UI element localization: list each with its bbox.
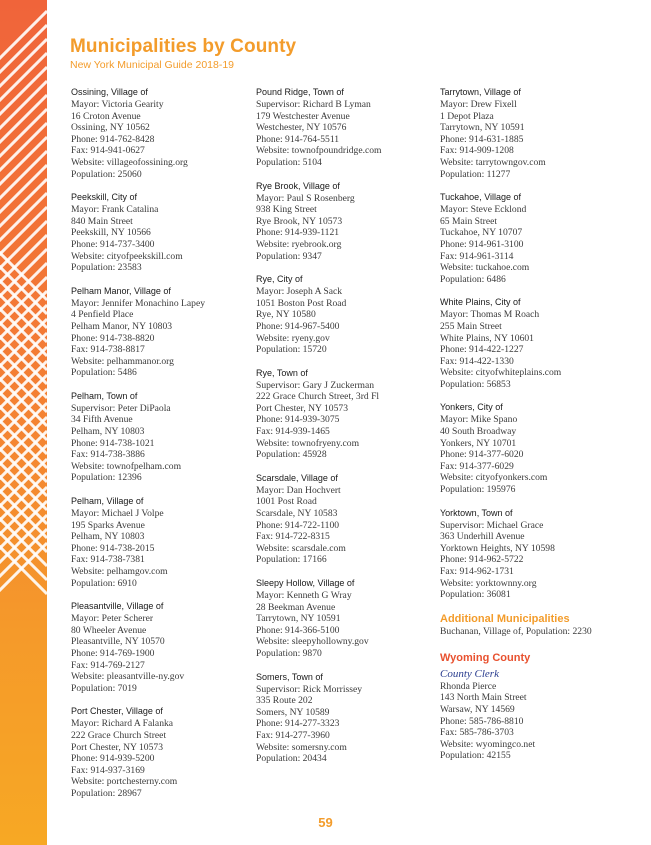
municipality-detail-line: Mayor: Richard A Falanka	[71, 718, 174, 730]
municipality-detail-line: Population: 56853	[440, 378, 511, 390]
municipality-detail-line: Website: townofpoundridge.com	[256, 145, 382, 157]
municipality-name: Pleasantville, Village of	[71, 601, 164, 612]
municipality-detail-line: 335 Route 202	[256, 695, 313, 707]
municipality-detail-line: Scarsdale, NY 10583	[256, 508, 338, 520]
municipality-detail-line: 840 Main Street	[71, 215, 133, 227]
municipality-detail-line: Mayor: Michael J Volpe	[71, 508, 164, 520]
county-detail-line: Rhonda Pierce	[440, 680, 497, 692]
municipality-detail-line: Website: somersny.com	[256, 741, 347, 753]
municipality-detail-line: Supervisor: Richard B Lyman	[256, 99, 371, 110]
page-subtitle: New York Municipal Guide 2018-19	[70, 59, 235, 71]
municipality-detail-line: Pelham, NY 10803	[71, 426, 145, 438]
county-detail-line: Website: wyomingco.net	[440, 738, 536, 750]
municipality-detail-line: Port Chester, NY 10573	[256, 402, 348, 414]
municipality-detail-line: Phone: 914-722-1100	[256, 519, 340, 531]
municipality-detail-line: Population: 195976	[440, 484, 516, 496]
municipality-detail-line: Phone: 914-377-6020	[440, 449, 524, 461]
municipality-entry	[256, 273, 436, 356]
municipality-detail-line: White Plains, NY 10601	[440, 332, 534, 344]
municipality-detail-line: Phone: 914-738-2015	[71, 542, 155, 554]
municipality-name: Ossining, Village of	[71, 87, 148, 97]
municipality-name: Yonkers, City of	[440, 402, 503, 413]
municipality-detail-line: Phone: 914-961-3100	[440, 238, 524, 250]
municipality-name: Rye, City of	[256, 274, 303, 285]
municipality-detail-line: Ossining, NY 10562	[71, 122, 150, 134]
municipality-detail-line: Westchester, NY 10576	[256, 122, 347, 134]
municipality-detail-line: Fax: 914-722-8315	[256, 531, 330, 543]
county-detail-line: Warsaw, NY 14569	[440, 703, 515, 715]
municipality-detail-line: Phone: 914-967-5400	[256, 320, 340, 332]
municipality-detail-line: Phone: 914-631-1885	[440, 133, 524, 145]
municipality-detail-line: Mayor: Joseph A Sack	[256, 286, 343, 298]
municipality-entry	[440, 296, 630, 390]
municipality-detail-line: Population: 9347	[256, 250, 322, 262]
municipality-detail-line: Phone: 914-939-5200	[71, 753, 155, 765]
municipality-name: Pelham, Town of	[71, 390, 138, 401]
municipality-detail-line: Website: cityofpeekskill.com	[71, 250, 183, 262]
municipality-detail-line: Mayor: Paul S Rosenberg	[256, 192, 355, 204]
municipality-detail-line: Population: 17166	[256, 554, 327, 566]
county-heading: Wyoming County	[440, 651, 531, 664]
municipality-detail-line: Website: cityofwhiteplains.com	[440, 367, 562, 379]
municipality-detail-line: Mayor: Mike Spano	[440, 414, 518, 426]
municipality-detail-line: Mayor: Steve Ecklond	[440, 204, 527, 216]
municipality-detail-line: Phone: 914-764-5511	[256, 133, 340, 145]
municipality-detail-line: 16 Croton Avenue	[71, 110, 141, 122]
municipality-detail-line: 222 Grace Church Street	[71, 729, 167, 741]
municipality-detail-line: Somers, NY 10589	[256, 706, 330, 718]
municipality-detail-line: 28 Beekman Avenue	[256, 601, 336, 613]
municipality-name: Pelham, Village of	[71, 496, 144, 507]
municipality-detail-line: 363 Underhill Avenue	[440, 531, 525, 543]
municipality-detail-line: 1001 Post Road	[256, 496, 317, 508]
municipality-detail-line: Phone: 914-366-5100	[256, 624, 340, 636]
municipality-entry	[256, 86, 436, 169]
municipality-detail-line: Phone: 914-939-3075	[256, 414, 340, 426]
municipality-detail-line: Fax: 914-377-6029	[440, 460, 514, 472]
municipality-detail-line: Website: ryebrook.org	[256, 238, 342, 250]
municipality-name: Port Chester, Village of	[71, 706, 163, 717]
municipality-detail-line: Phone: 914-939-1121	[256, 227, 340, 239]
municipality-detail-line: Website: portchesterny.com	[71, 776, 178, 788]
municipality-detail-line: Fax: 914-909-1208	[440, 145, 514, 157]
municipality-detail-line: Population: 9870	[256, 647, 322, 659]
municipality-detail-line: 195 Sparks Avenue	[71, 519, 145, 531]
additional-municipalities-text: Buchanan, Village of, Population: 2230	[440, 625, 592, 637]
municipality-name: White Plains, City of	[440, 297, 521, 308]
county-detail-line: Fax: 585-786-3703	[440, 727, 514, 739]
page-header	[70, 36, 296, 72]
municipality-detail-line: Population: 6486	[440, 273, 506, 285]
municipality-detail-line: Population: 28967	[71, 787, 142, 799]
municipality-entry	[256, 367, 436, 461]
municipality-detail-line: Website: villageofossining.org	[71, 156, 188, 168]
municipality-detail-line: Website: pelhamgov.com	[71, 566, 168, 577]
municipality-detail-line: Population: 6910	[71, 577, 137, 589]
municipality-detail-line: Fax: 914-769-2127	[71, 659, 145, 671]
municipality-name: Tuckahoe, Village of	[440, 192, 522, 203]
municipality-detail-line: Website: yorktownny.org	[440, 577, 537, 589]
municipality-detail-line: Phone: 914-422-1227	[440, 344, 524, 356]
municipality-detail-line: Mayor: Kenneth G Wray	[256, 590, 352, 601]
municipality-detail-line: Yorktown Heights, NY 10598	[440, 542, 555, 554]
municipality-detail-line: Population: 36081	[440, 589, 511, 601]
municipality-detail-line: Phone: 914-762-8428	[71, 133, 155, 145]
municipality-entry	[71, 191, 251, 274]
municipality-detail-line: Pelham Manor, NY 10803	[71, 320, 173, 332]
municipality-detail-line: Rye, NY 10580	[256, 309, 316, 321]
municipality-detail-line: Population: 23583	[71, 262, 142, 274]
decorative-side-band	[0, 0, 47, 845]
municipality-detail-line: Pleasantville, NY 10570	[71, 636, 165, 648]
municipality-detail-line: Mayor: Dan Hochvert	[256, 484, 341, 496]
municipality-name: Tarrytown, Village of	[440, 87, 521, 97]
municipality-detail-line: Supervisor: Rick Morrissey	[256, 683, 363, 695]
municipality-name: Peekskill, City of	[71, 192, 138, 203]
municipality-detail-line: Mayor: Drew Fixell	[440, 99, 517, 110]
municipality-detail-line: Population: 12396	[71, 472, 142, 484]
municipality-detail-line: Website: townofpelham.com	[71, 460, 182, 472]
municipality-detail-line: Phone: 914-738-1021	[71, 437, 155, 449]
municipality-detail-line: Population: 15720	[256, 344, 327, 356]
municipality-detail-line: Population: 7019	[71, 682, 137, 694]
municipality-detail-line: Phone: 914-737-3400	[71, 238, 155, 250]
municipality-entry	[71, 705, 251, 799]
municipality-detail-line: Supervisor: Peter DiPaola	[71, 402, 171, 414]
municipality-entry	[256, 180, 436, 263]
municipality-detail-line: Website: pelhammanor.org	[71, 355, 174, 367]
municipality-detail-line: Website: cityofyonkers.com	[440, 472, 548, 484]
additional-municipalities-heading: Additional Municipalities	[440, 612, 570, 625]
directory-column-3	[440, 86, 630, 762]
municipality-detail-line: 255 Main Street	[440, 320, 502, 332]
county-clerk-details	[440, 681, 630, 762]
page-title: Municipalities by County	[70, 36, 297, 57]
lattice-stripe	[0, 11, 47, 60]
municipality-detail-line: Mayor: Thomas M Roach	[440, 309, 540, 321]
county-detail-line: 143 North Main Street	[440, 692, 527, 704]
municipality-detail-line: Fax: 914-422-1330	[440, 355, 514, 367]
municipality-detail-line: Fax: 914-961-3114	[440, 250, 514, 262]
municipality-detail-line: Website: scarsdale.com	[256, 542, 346, 554]
directory-column-2	[256, 86, 436, 776]
municipality-detail-line: Population: 11277	[440, 168, 511, 180]
municipality-detail-line: Tuckahoe, NY 10707	[440, 227, 523, 239]
municipality-detail-line: Fax: 914-962-1731	[440, 566, 514, 577]
municipality-detail-line: Fax: 914-738-3886	[71, 449, 145, 461]
directory-column-1	[71, 86, 251, 811]
municipality-name: Pound Ridge, Town of	[256, 87, 344, 97]
municipality-entry	[440, 191, 630, 285]
municipality-detail-line: 1 Depot Plaza	[440, 110, 494, 122]
municipality-detail-line: Mayor: Jennifer Monachino Lapey	[71, 297, 206, 309]
municipality-detail-line: Population: 20434	[256, 753, 327, 765]
municipality-detail-line: Website: tarrytowngov.com	[440, 156, 546, 168]
page-number: 59	[318, 815, 333, 830]
municipality-name: Yorktown, Town of	[440, 507, 513, 518]
municipality-detail-line: Supervisor: Gary J Zuckerman	[256, 379, 375, 391]
municipality-detail-line: Website: townofryeny.com	[256, 437, 360, 449]
lattice-pattern-graphic	[0, 0, 47, 845]
municipality-detail-line: 222 Grace Church Street, 3rd Fl	[256, 391, 380, 403]
municipality-detail-line: Mayor: Victoria Gearity	[71, 99, 164, 110]
municipality-entry	[71, 86, 251, 180]
municipality-detail-line: Population: 45928	[256, 449, 327, 461]
municipality-detail-line: Population: 5104	[256, 156, 322, 168]
municipality-name: Sleepy Hollow, Village of	[256, 578, 355, 588]
municipality-detail-line: Fax: 914-738-7381	[71, 554, 145, 566]
municipality-detail-line: 65 Main Street	[440, 215, 498, 227]
municipality-detail-line: Peekskill, NY 10566	[71, 227, 151, 239]
municipality-entry	[256, 577, 436, 660]
municipality-detail-line: Tarrytown, NY 10591	[440, 122, 525, 134]
municipality-detail-line: Website: tuckahoe.com	[440, 262, 530, 274]
county-detail-line: Population: 42155	[440, 750, 511, 762]
county-detail-line: Phone: 585-786-8810	[440, 715, 524, 727]
municipality-detail-line: Supervisor: Michael Grace	[440, 519, 544, 531]
municipality-entry	[256, 472, 436, 566]
municipality-entry	[440, 86, 630, 180]
municipality-detail-line: Fax: 914-277-3960	[256, 729, 330, 741]
municipality-detail-line: 40 South Broadway	[440, 426, 517, 438]
municipality-entry	[71, 600, 251, 694]
municipality-detail-line: 80 Wheeler Avenue	[71, 624, 147, 636]
municipality-detail-line: Fax: 914-941-0627	[71, 145, 145, 157]
municipality-detail-line: Website: sleepyhollowny.gov	[256, 636, 369, 648]
municipality-entry	[71, 285, 251, 379]
municipality-detail-line: Phone: 914-769-1900	[71, 647, 155, 659]
municipality-detail-line: Yonkers, NY 10701	[440, 437, 517, 449]
municipality-name: Scarsdale, Village of	[256, 472, 338, 483]
municipality-detail-line: Port Chester, NY 10573	[71, 741, 163, 753]
municipality-detail-line: 4 Penfield Place	[71, 309, 134, 321]
municipality-detail-line: 938 King Street	[256, 204, 317, 216]
municipality-entry	[71, 390, 251, 484]
municipality-detail-line: 1051 Boston Post Road	[256, 297, 347, 309]
municipality-detail-line: Tarrytown, NY 10591	[256, 613, 341, 625]
municipality-detail-line: Fax: 914-937-3169	[71, 764, 145, 776]
municipality-name: Pelham Manor, Village of	[71, 285, 171, 296]
municipality-detail-line: Website: pleasantville-ny.gov	[71, 671, 185, 683]
municipality-detail-line: Fax: 914-738-8817	[71, 344, 145, 356]
municipality-entry	[256, 671, 436, 765]
municipality-entry	[440, 401, 630, 495]
municipality-name: Somers, Town of	[256, 671, 323, 682]
municipality-detail-line: Population: 5486	[71, 367, 137, 379]
municipality-name: Rye, Town of	[256, 367, 308, 378]
county-clerk-subheading: County Clerk	[440, 667, 499, 680]
municipality-detail-line: 34 Fifth Avenue	[71, 414, 133, 426]
municipality-detail-line: Phone: 914-738-8820	[71, 332, 155, 344]
column-3-entries	[440, 86, 630, 601]
municipality-detail-line: Pelham, NY 10803	[71, 531, 145, 543]
municipality-detail-line: Mayor: Peter Scherer	[71, 613, 154, 625]
municipality-name: Rye Brook, Village of	[256, 180, 340, 191]
municipality-entry	[71, 495, 251, 589]
municipality-detail-line: Fax: 914-939-1465	[256, 426, 330, 438]
municipality-entry	[440, 507, 630, 601]
municipality-detail-line: Phone: 914-962-5722	[440, 554, 524, 566]
municipality-detail-line: Rye Brook, NY 10573	[256, 215, 343, 227]
municipality-detail-line: Website: ryeny.gov	[256, 332, 330, 344]
municipality-detail-line: Mayor: Frank Catalina	[71, 204, 159, 216]
municipality-detail-line: 179 Westchester Avenue	[256, 110, 350, 122]
municipality-detail-line: Phone: 914-277-3323	[256, 718, 340, 730]
municipality-detail-line: Population: 25060	[71, 168, 142, 180]
